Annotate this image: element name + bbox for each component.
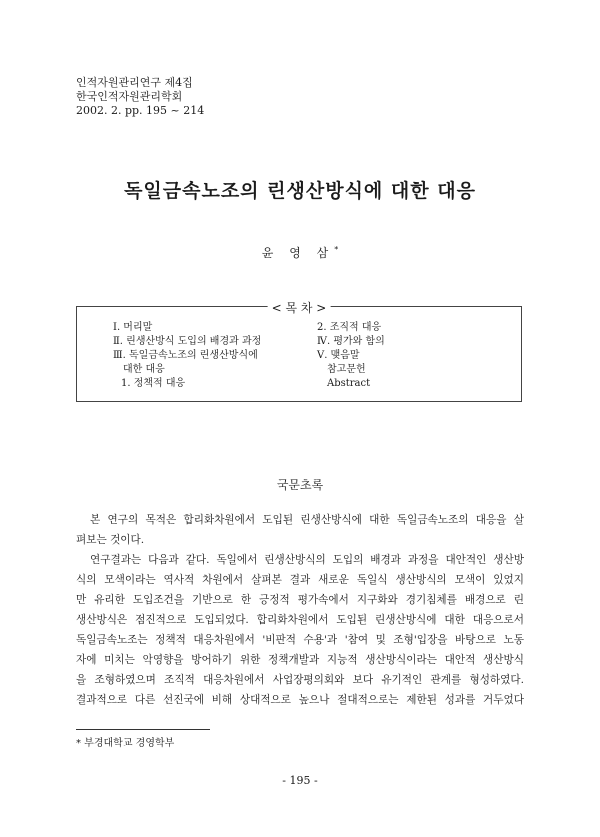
toc-header: < 목 차 > (268, 299, 331, 316)
toc-item: Ⅳ. 평가와 함의 (317, 336, 385, 347)
toc-right-column (317, 321, 385, 391)
toc-item: Ⅴ. 맺음말 (317, 350, 360, 361)
footnote: * 부경대학교 경영학부 (76, 738, 175, 749)
toc-item: 참고문헌 (327, 364, 366, 375)
abstract-line: 을 조형하였으며 조직적 대응차원에서 사업장평의회와 보다 유기적인 관계를 형성하였다. (76, 674, 524, 686)
abstract-line: 식의 모색이라는 역사적 차원에서 살펴본 결과 새로운 독일식 생산방식의 모색이 있었지 (76, 574, 524, 586)
toc-item: 1. 정책적 대응 (121, 378, 186, 389)
author-name: 윤 영 삼 (261, 246, 335, 260)
toc-item: Ⅲ. 독일금속노조의 린생산방식에 (113, 350, 258, 361)
citation: 2002. 2. pp. 195 ~ 214 (76, 104, 205, 117)
abstract-line: 자에 미치는 악영향을 방어하기 위한 정책개발과 지능적 생산방식이라는 대안적 생산방식 (76, 654, 524, 666)
publication-info (76, 76, 204, 118)
abstract-line: 독일금속노조는 정책적 대응차원에서 '비판적 수용'과 '참여 및 조형'입장을 바탕으로 노동 (76, 634, 524, 646)
paper-title: 독일금속노조의 린생산방식에 대한 대응 (124, 180, 476, 202)
table-of-contents (76, 301, 522, 402)
abstract-line: 결과적으로 다른 선진국에 비해 상대적으로 높으나 절대적으로는 제한된 성과를 거두었다 (76, 694, 524, 706)
toc-item: Abstract (327, 378, 371, 389)
toc-item: Ⅱ. 린생산방식 도입의 배경과 과정 (113, 336, 262, 347)
abstract-body (76, 510, 524, 710)
abstract-line: 생산방식은 점진적으로 도입되었다. 합리화차원에서 도입된 린생산방식에 대한 대응으로서 (76, 614, 524, 626)
toc-item: 2. 조직적 대응 (317, 322, 382, 333)
toc-item: 대한 대응 (123, 364, 165, 375)
page-number: - 195 - (282, 774, 318, 787)
journal-name: 인적자원관리연구 제4집 (76, 76, 193, 89)
abstract-line: 본 연구의 목적은 합리화차원에서 도입된 린생산방식에 대한 독일금속노조의 대응을 살 (90, 514, 524, 526)
society-name: 한국인적자원관리학회 (76, 90, 183, 103)
toc-left-column (113, 321, 261, 391)
abstract-title: 국문초록 (276, 478, 324, 492)
toc-item: Ⅰ. 머리말 (113, 322, 153, 333)
author-footnote-mark: * (334, 245, 339, 254)
abstract-line: 펴보는 것이다. (76, 534, 145, 546)
footnote-divider (76, 729, 210, 730)
author (0, 244, 600, 261)
abstract-line: 연구결과는 다음과 같다. 독일에서 린생산방식의 도입의 배경과 과정을 대안적인 생산방 (90, 554, 524, 566)
abstract-line: 만 유리한 도입조건을 기반으로 한 긍정적 평가속에서 지구화와 경기침체를 배경으로 린 (76, 594, 524, 606)
